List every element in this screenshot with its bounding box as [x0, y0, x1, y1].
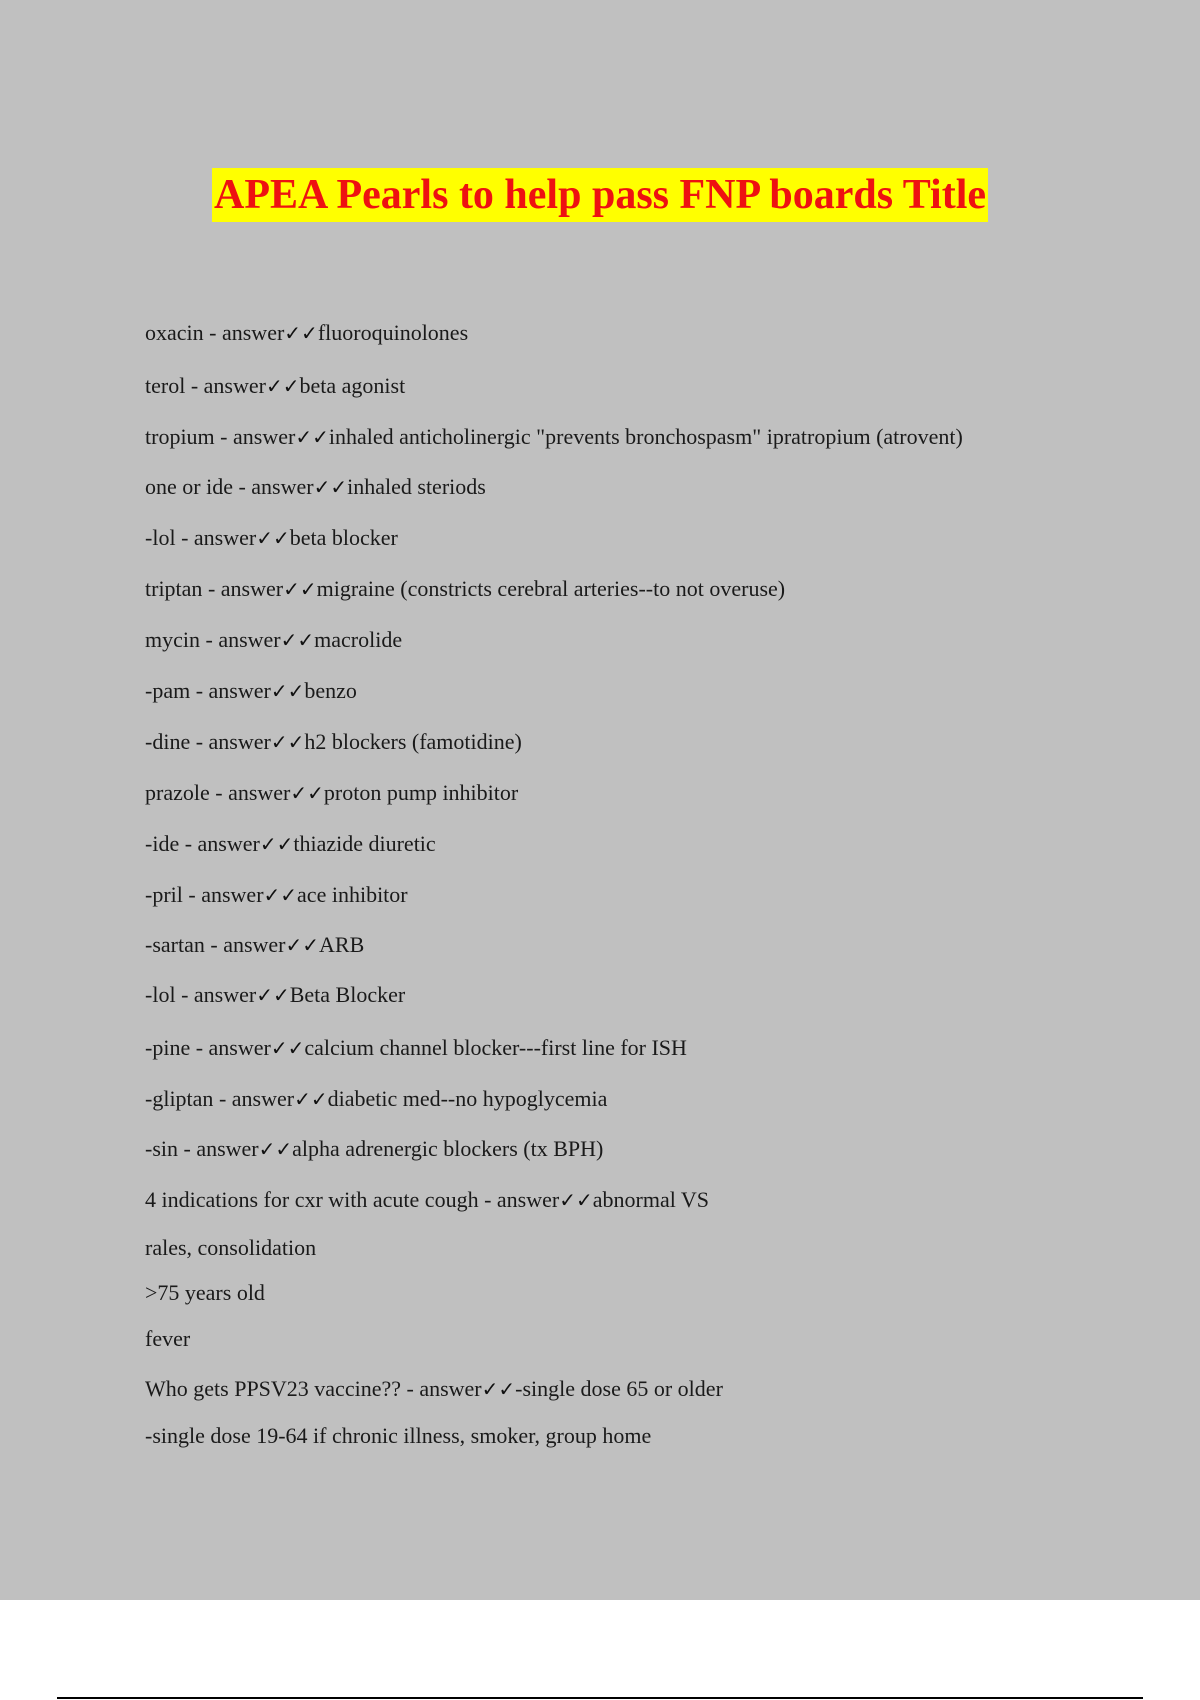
continuation-text: fever: [145, 1326, 191, 1351]
double-check-icon: ✓✓: [290, 781, 324, 805]
continuation-line: [145, 1234, 316, 1262]
answer-label: answer: [223, 932, 286, 957]
entry-line: [145, 1375, 723, 1403]
entry-line: [145, 779, 518, 807]
entry-line: [145, 524, 398, 552]
answer-label: answer: [251, 474, 314, 499]
entry-definition: thiazide diuretic: [293, 831, 436, 856]
entry-definition: ARB: [319, 932, 365, 957]
double-check-icon: ✓✓: [285, 933, 320, 957]
entry-line: [145, 575, 785, 603]
answer-label: answer: [419, 1376, 482, 1401]
entry-term: -dine: [145, 729, 191, 754]
entry-line: [145, 473, 486, 501]
continuation-line: [145, 1325, 190, 1353]
entry-line: [145, 1186, 709, 1214]
entry-separator: -: [213, 1086, 232, 1111]
entry-separator: -: [185, 373, 204, 398]
double-check-icon: ✓✓: [294, 1087, 328, 1111]
double-check-icon: ✓✓: [284, 321, 318, 345]
entry-separator: -: [478, 1187, 497, 1212]
entry-term: oxacin: [145, 320, 204, 345]
answer-label: answer: [203, 373, 266, 398]
entry-definition: -single dose 65 or older: [515, 1376, 723, 1401]
entry-line: [145, 372, 405, 400]
entry-separator: -: [200, 627, 219, 652]
double-check-icon: ✓✓: [256, 983, 290, 1007]
continuation-line: [145, 1422, 651, 1450]
answer-label: answer: [208, 729, 271, 754]
entry-separator: -: [179, 831, 198, 856]
answer-label: answer: [233, 424, 296, 449]
answer-label: answer: [228, 780, 291, 805]
answer-label: answer: [201, 882, 264, 907]
entry-term: tropium: [145, 424, 215, 449]
footer-divider: [57, 1697, 1143, 1699]
entry-definition: diabetic med--no hypoglycemia: [327, 1086, 608, 1111]
double-check-icon: ✓✓: [263, 883, 298, 907]
entry-separator: -: [203, 320, 222, 345]
entry-separator: -: [175, 982, 194, 1007]
entry-line: [145, 728, 522, 756]
entry-definition: migraine (constricts cerebral arteries--to not overuse): [316, 576, 786, 601]
double-check-icon: ✓✓: [256, 526, 290, 550]
double-check-icon: ✓✓: [559, 1188, 593, 1212]
entry-line: [145, 1085, 607, 1113]
entry-separator: -: [204, 932, 224, 957]
entry-line: [145, 626, 402, 654]
entry-definition: proton pump inhibitor: [323, 780, 519, 805]
double-check-icon: ✓✓: [280, 628, 315, 652]
entry-definition: alpha adrenergic blockers (tx BPH): [292, 1136, 604, 1161]
entry-separator: -: [182, 882, 202, 907]
entry-line: [145, 981, 405, 1009]
answer-label: answer: [196, 1136, 259, 1161]
entry-term: triptan: [145, 576, 203, 601]
double-check-icon: ✓✓: [313, 475, 348, 499]
entry-term: prazole: [145, 780, 210, 805]
entry-separator: -: [401, 1376, 420, 1401]
entry-line: [145, 931, 364, 959]
entry-term: terol: [145, 373, 186, 398]
entry-definition: beta blocker: [289, 525, 398, 550]
entry-term: -lol: [145, 982, 176, 1007]
double-check-icon: ✓✓: [295, 425, 329, 449]
entry-definition: Beta Blocker: [289, 982, 406, 1007]
answer-label: answer: [220, 576, 284, 601]
entry-term: -pril: [145, 882, 183, 907]
entry-line: [145, 423, 963, 451]
answer-label: answer: [496, 1187, 560, 1212]
entry-term: -ide: [145, 831, 180, 856]
double-check-icon: ✓✓: [481, 1377, 516, 1401]
entry-separator: -: [214, 424, 233, 449]
continuation-text: >75 years old: [145, 1280, 265, 1305]
entry-definition: benzo: [304, 678, 357, 703]
entry-definition: inhaled steriods: [347, 474, 486, 499]
entry-definition: calcium channel blocker---first line for ISH: [304, 1035, 687, 1060]
entry-term: 4 indications for cxr with acute cough: [145, 1187, 479, 1212]
entry-definition: fluoroquinolones: [317, 320, 469, 345]
entry-definition: h2 blockers (famotidine): [304, 729, 522, 754]
answer-label: answer: [208, 678, 271, 703]
entry-definition: ace inhibitor: [297, 882, 408, 907]
entry-line: [145, 881, 408, 909]
document-title: APEA Pearls to help pass FNP boards Title: [212, 168, 988, 222]
entry-separator: -: [190, 678, 209, 703]
double-check-icon: ✓✓: [283, 577, 317, 601]
entry-definition: inhaled anticholinergic "prevents bronchospasm" ipratropium (atrovent): [328, 424, 963, 449]
entry-term: -lol: [145, 525, 176, 550]
double-check-icon: ✓✓: [270, 1036, 305, 1060]
title-container: [0, 168, 1200, 222]
entry-definition: macrolide: [314, 627, 403, 652]
entry-term: -sartan: [145, 932, 205, 957]
double-check-icon: ✓✓: [270, 730, 305, 754]
entry-separator: -: [190, 729, 209, 754]
entry-separator: -: [202, 576, 221, 601]
answer-label: answer: [231, 1086, 295, 1111]
answer-label: answer: [197, 831, 260, 856]
answer-label: answer: [193, 525, 257, 550]
entry-separator: -: [190, 1035, 209, 1060]
answer-label: answer: [221, 320, 285, 345]
entry-separator: -: [178, 1136, 197, 1161]
entry-line: [145, 1034, 687, 1062]
continuation-line: [145, 1279, 265, 1307]
entry-line: [145, 830, 436, 858]
entry-term: Who gets PPSV23 vaccine??: [145, 1376, 401, 1401]
entry-term: -sin: [145, 1136, 178, 1161]
entry-separator: -: [209, 780, 229, 805]
continuation-text: -single dose 19-64 if chronic illness, smoker, group home: [145, 1423, 652, 1448]
entry-term: mycin: [145, 627, 200, 652]
entry-term: -gliptan: [145, 1086, 214, 1111]
entry-term: -pine: [145, 1035, 191, 1060]
answer-label: answer: [218, 627, 281, 652]
entry-term: -pam: [145, 678, 191, 703]
answer-label: answer: [193, 982, 257, 1007]
entry-definition: beta agonist: [299, 373, 406, 398]
double-check-icon: ✓✓: [258, 1137, 293, 1161]
double-check-icon: ✓✓: [270, 679, 305, 703]
entry-separator: -: [175, 525, 194, 550]
double-check-icon: ✓✓: [259, 832, 294, 856]
entry-line: [145, 1135, 603, 1163]
continuation-text: rales, consolidation: [145, 1235, 317, 1260]
answer-label: answer: [208, 1035, 271, 1060]
double-check-icon: ✓✓: [265, 374, 300, 398]
entry-term: one or ide: [145, 474, 233, 499]
entry-line: [145, 677, 357, 705]
entry-separator: -: [232, 474, 252, 499]
entry-line: [145, 319, 468, 347]
entry-definition: abnormal VS: [592, 1187, 710, 1212]
